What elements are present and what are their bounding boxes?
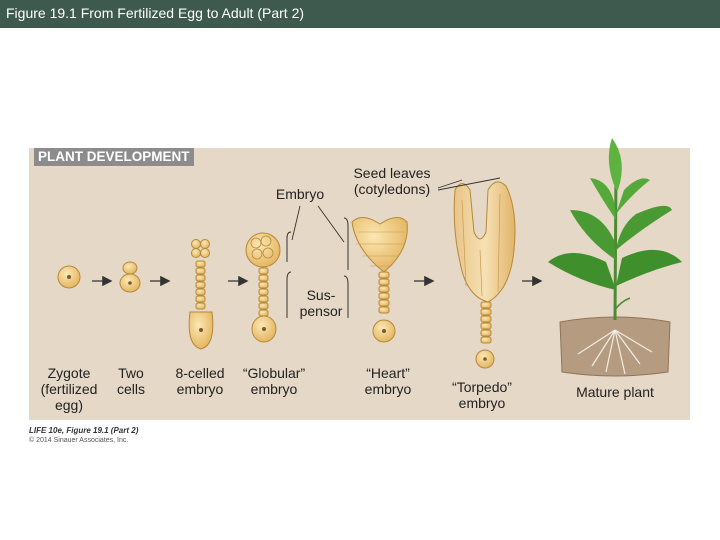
zygote-cell	[58, 266, 80, 288]
torpedo-embryo	[454, 182, 515, 368]
embryo-label: Embryo	[275, 186, 325, 202]
copyright-line: © 2014 Sinauer Associates, Inc.	[29, 437, 129, 444]
seed-leaves-label: Seed leaves (cotyledons)	[353, 165, 431, 197]
window-title: Figure 19.1 From Fertilized Egg to Adult (Part 2)	[6, 5, 305, 21]
panel-heading: PLANT DEVELOPMENT	[34, 148, 194, 166]
stage-label-heart: “Heart” embryo	[364, 365, 412, 397]
embryo-pointer	[292, 206, 300, 240]
heart-embryo	[352, 217, 407, 342]
stage-label-8-celled: 8-celled embryo	[175, 365, 225, 397]
suspensor-label: Sus- pensor	[299, 287, 343, 319]
suspensor-bracket	[287, 272, 291, 318]
stage-label-zygote: Zygote (fertilized egg)	[40, 365, 98, 413]
stage-label-two-cells: Two cells	[116, 365, 145, 397]
stage-label-torpedo: “Torpedo” embryo	[452, 379, 512, 411]
mature-plant	[548, 138, 682, 376]
embryo-bracket	[287, 232, 291, 262]
stage-label-globular: “Globular” embryo	[242, 365, 306, 397]
globular-embryo	[246, 233, 280, 342]
eight-celled-embryo	[189, 240, 213, 350]
two-cell-embryo	[120, 262, 140, 292]
figure-credit: LIFE 10e, Figure 19.1 (Part 2)	[29, 426, 139, 435]
stage-label-mature-plant: Mature plant	[576, 384, 654, 400]
